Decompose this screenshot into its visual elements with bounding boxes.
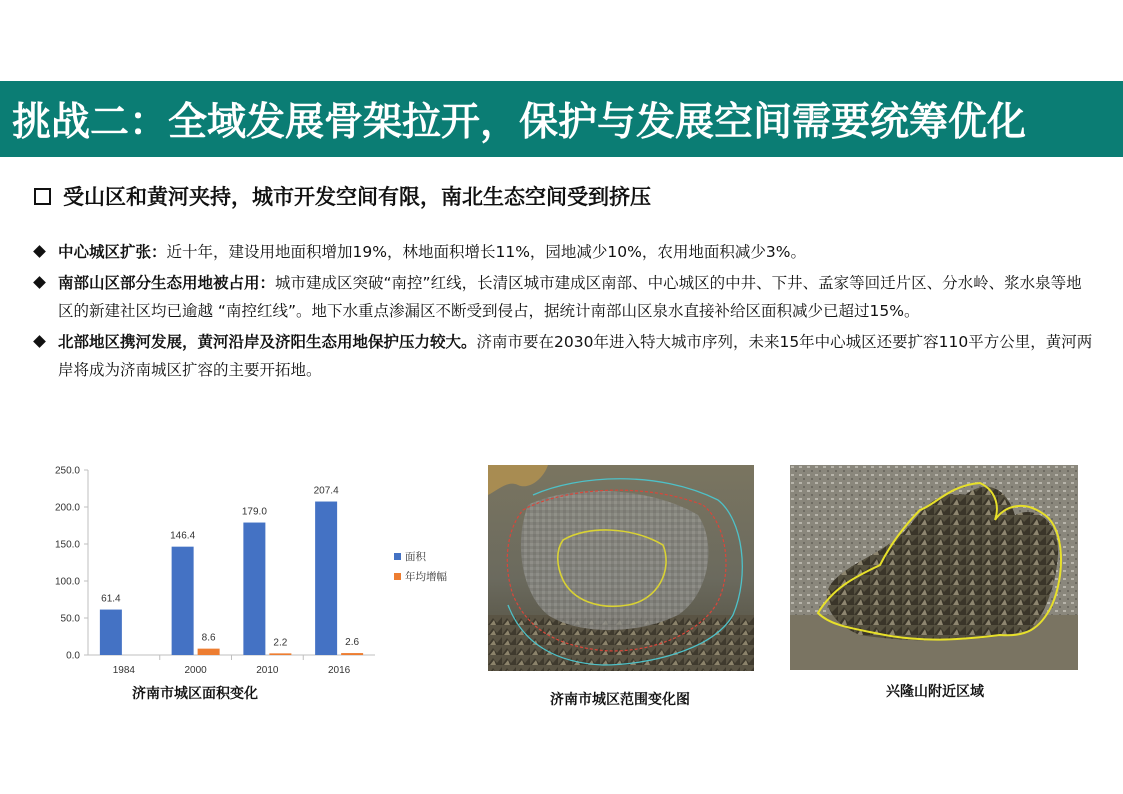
section-subtitle-text: 受山区和黄河夹持，城市开发空间有限，南北生态空间受到挤压 (63, 185, 651, 209)
bar-growth (198, 649, 220, 655)
x-tick-label: 2000 (184, 665, 207, 675)
data-label: 2.6 (345, 637, 360, 649)
bar-growth (341, 653, 363, 655)
bar-area (243, 523, 265, 655)
x-tick-label: 2016 (328, 665, 351, 675)
y-tick-label: 100.0 (54, 576, 80, 588)
bar-area (172, 547, 194, 655)
data-label: 8.6 (201, 632, 216, 644)
diamond-bullet-icon (33, 245, 46, 258)
bullet-text: 城市建成区突破“南控”红线，长清区城市建成区南部、中心城区的中井、下井、孟家等回迁片区、分水岭、浆水泉等地区的新建社区均已逾越 “南控红线”。地下水重点渗漏区不断受到侵占，据统计南部山区泉水直接补给区面积减少已超过15%。 (58, 274, 1082, 320)
bar-area (100, 610, 122, 655)
city-map-caption: 济南市城区范围变化图 (550, 692, 690, 708)
bullet-item (34, 269, 1094, 325)
checkbox-square-icon (34, 188, 51, 205)
section-subtitle (34, 181, 1094, 211)
y-tick-label: 200.0 (54, 502, 80, 514)
legend-swatch (394, 573, 401, 580)
data-label: 207.4 (313, 485, 339, 497)
x-tick-label: 2010 (256, 665, 279, 675)
y-tick-label: 50.0 (60, 613, 80, 625)
bullet-text: 近十年，建设用地面积增加19%，林地面积增长11%，园地减少10%，农用地面积减少3%。 (166, 243, 806, 261)
bullet-list (34, 238, 1094, 387)
legend-label: 年均增幅 (405, 571, 447, 583)
city-range-satellite-map (488, 465, 754, 671)
area-bar-chart (30, 460, 460, 675)
y-tick-label: 0.0 (66, 650, 80, 662)
bar-area (315, 502, 337, 655)
page-title: 挑战二：全域发展骨架拉开，保护与发展空间需要统筹优化 (12, 100, 1027, 145)
bar-growth (269, 653, 291, 655)
bullet-text: 济南市要在2030年进入特大城市序列，未来15年中心城区还要扩容110平方公里，黄河两岸将成为济南城区扩容的主要开拓地。 (58, 333, 1093, 379)
bullet-item (34, 328, 1094, 384)
page-title-bar (0, 81, 1123, 157)
bullet-lead: 北部地区携河发展，黄河沿岸及济阳生态用地保护压力较大。 (58, 333, 477, 351)
bullet-item (34, 238, 1094, 266)
legend-label: 面积 (405, 551, 426, 563)
bullet-lead: 南部山区部分生态用地被占用： (58, 274, 276, 292)
y-tick-label: 250.0 (54, 465, 80, 477)
diamond-bullet-icon (33, 276, 46, 289)
chart-title: 济南市城区面积变化 (132, 686, 258, 702)
x-tick-label: 1984 (112, 665, 135, 675)
data-label: 61.4 (101, 593, 121, 605)
y-tick-label: 150.0 (54, 539, 80, 551)
data-label: 146.4 (170, 530, 196, 542)
city-range-map-graphic (488, 465, 754, 671)
legend-swatch (394, 553, 401, 560)
bullet-lead: 中心城区扩张： (58, 243, 167, 261)
data-label: 2.2 (273, 637, 288, 649)
xinglong-map-graphic (790, 465, 1078, 670)
xinglong-map-caption: 兴隆山附近区域 (886, 684, 984, 700)
diamond-bullet-icon (33, 335, 46, 348)
xinglong-satellite-map (790, 465, 1078, 670)
data-label: 179.0 (241, 506, 267, 518)
